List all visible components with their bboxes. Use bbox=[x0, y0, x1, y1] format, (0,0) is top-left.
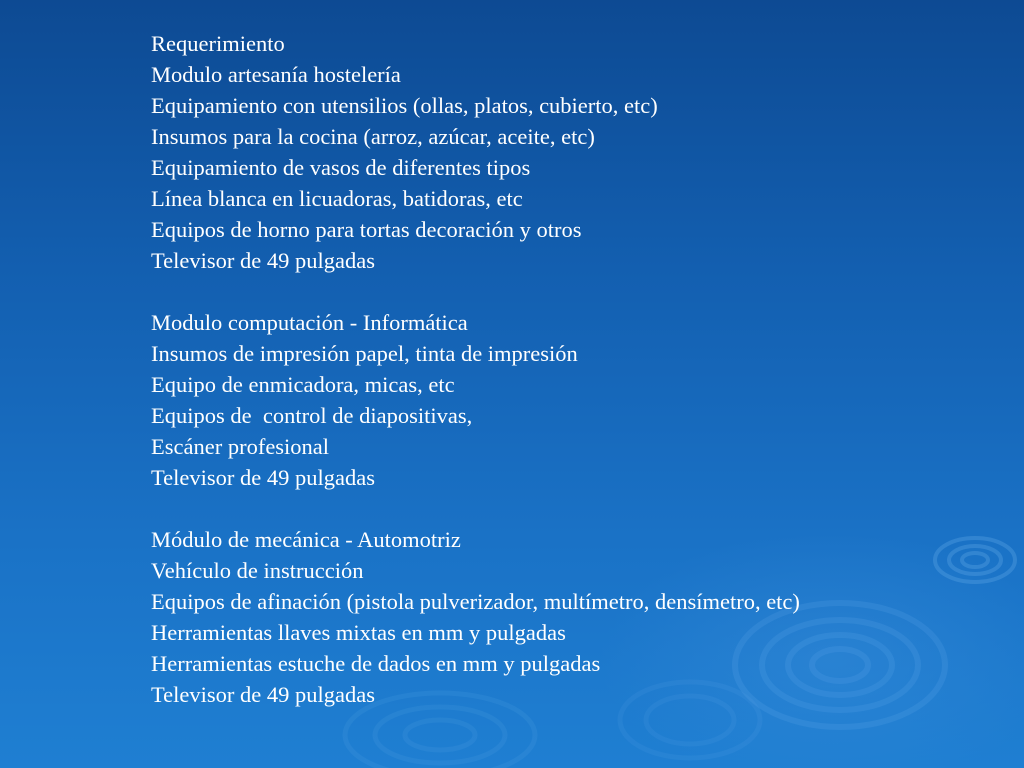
list-line: Equipos de afinación (pistola pulverizador, multímetro, densímetro, etc) bbox=[151, 589, 800, 614]
list-line: Herramientas estuche de dados en mm y pulgadas bbox=[151, 651, 601, 676]
list-line: Televisor de 49 pulgadas bbox=[151, 248, 375, 273]
blank-line bbox=[151, 276, 1011, 307]
list-line: Insumos para la cocina (arroz, azúcar, aceite, etc) bbox=[151, 124, 595, 149]
list-line: Televisor de 49 pulgadas bbox=[151, 682, 375, 707]
list-line: Modulo computación - Informática bbox=[151, 310, 468, 335]
list-line: Televisor de 49 pulgadas bbox=[151, 465, 375, 490]
blank-line bbox=[151, 493, 1011, 524]
list-line: Equipos de horno para tortas decoración y otros bbox=[151, 217, 582, 242]
list-line: Línea blanca en licuadoras, batidoras, etc bbox=[151, 186, 523, 211]
list-line: Requerimiento bbox=[151, 31, 285, 56]
list-line: Equipamiento con utensilios (ollas, platos, cubierto, etc) bbox=[151, 93, 658, 118]
list-line: Equipo de enmicadora, micas, etc bbox=[151, 372, 455, 397]
list-line: Equipamiento de vasos de diferentes tipos bbox=[151, 155, 531, 180]
list-line: Vehículo de instrucción bbox=[151, 558, 364, 583]
list-line: Módulo de mecánica - Automotriz bbox=[151, 527, 461, 552]
list-line: Modulo artesanía hostelería bbox=[151, 62, 401, 87]
list-line: Escáner profesional bbox=[151, 434, 330, 459]
list-line: Herramientas llaves mixtas en mm y pulgadas bbox=[151, 620, 566, 645]
requirements-list bbox=[151, 28, 1011, 710]
list-line: Insumos de impresión papel, tinta de impresión bbox=[151, 341, 578, 366]
list-line: Equipos de control de diapositivas, bbox=[151, 403, 473, 428]
